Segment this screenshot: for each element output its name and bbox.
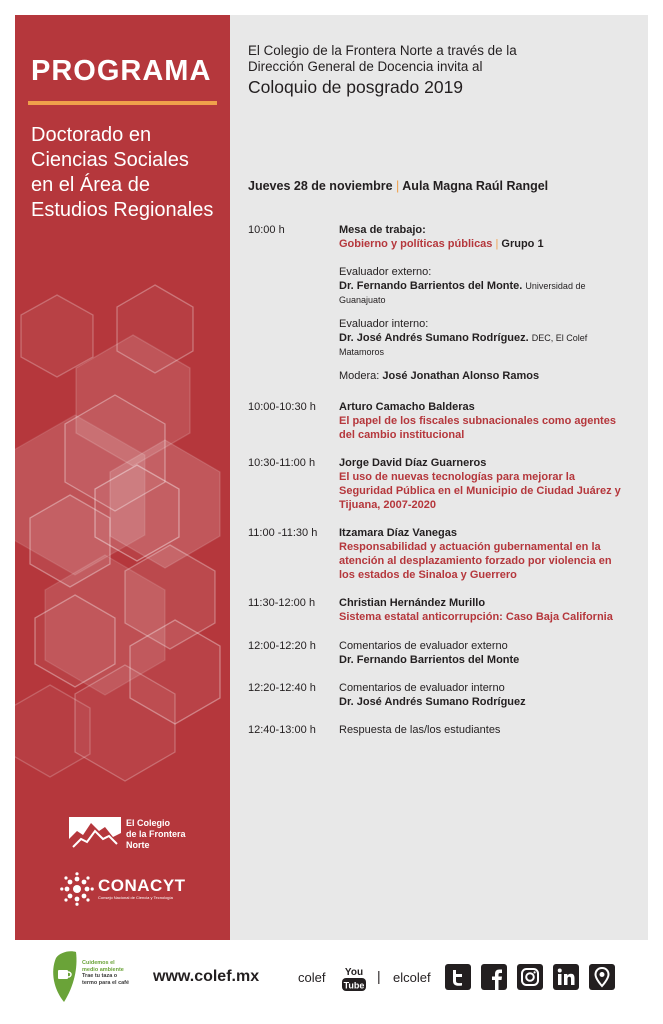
presenter-name: Jorge David Díaz Guarneros (339, 457, 487, 469)
schedule-time: 10:00 h (248, 224, 285, 236)
leaf-icon (50, 950, 78, 1002)
date-venue-heading: Jueves 28 de noviembre | Aula Magna Raúl Rangel (248, 179, 549, 193)
presentation-title: El uso de nuevas tecnologías para mejorar la Seguridad Pública en el Municipio de Ciudad Juárez y Tijuana, 2007-2020 (339, 471, 621, 511)
presenter-name: Itzamara Díaz Vanegas (339, 527, 458, 539)
schedule-time: 10:00-10:30 h (248, 401, 316, 413)
event-venue: Aula Magna Raúl Rangel (402, 179, 549, 193)
program-title: PROGRAMA (31, 55, 212, 87)
svg-text:Tube: Tube (343, 980, 365, 991)
schedule-time: 11:00 -11:30 h (248, 527, 318, 539)
eco-badge: Cuidemos el medio ambiente Trae tu taza o termo para el café (50, 950, 125, 1002)
poster-panel (15, 15, 648, 940)
facebook-icon[interactable] (481, 964, 507, 990)
footer-separator: | (377, 968, 381, 984)
event-date: Jueves 28 de noviembre (248, 179, 393, 193)
presentation-title: Sistema estatal anticorrupción: Caso Baja California (339, 611, 613, 623)
schedule-time: 12:40-13:00 h (248, 724, 316, 736)
presentation-title: El papel de los fiscales subnacionales como agentes del cambio institucional (339, 415, 616, 441)
schedule-time: 11:30-12:00 h (248, 597, 316, 609)
social-handle: elcolef (393, 970, 431, 985)
youtube-icon[interactable] (341, 964, 367, 992)
conacyt-logo (60, 872, 186, 906)
schedule-time: 10:30-11:00 h (248, 457, 316, 469)
location-pin-icon[interactable] (589, 964, 615, 990)
hexagon-pattern (15, 265, 230, 785)
conacyt-subtitle: Consejo Nacional de Ciencia y Tecnología (98, 895, 173, 900)
schedule-time: 12:20-12:40 h (248, 682, 316, 694)
program-name: Doctorado en Ciencias Sociales en el Área de Estudios Regionales (31, 124, 214, 221)
twitter-icon[interactable] (445, 964, 471, 990)
youtube-handle: colef (298, 970, 326, 985)
event-title: Coloquio de posgrado 2019 (248, 77, 464, 97)
colef-logo: El Colegio de la Frontera Norte (69, 817, 196, 851)
invitation-text: El Colegio de la Frontera Norte a través de la Dirección General de Docencia invita al (248, 43, 517, 74)
svg-text:You: You (344, 967, 364, 978)
website-link[interactable]: www.colef.mx (153, 968, 260, 985)
instagram-icon[interactable] (517, 964, 543, 990)
conacyt-emblem-icon (60, 872, 94, 906)
program-content: El Colegio de la Frontera Norte a través de la Dirección General de Docencia invita al Coloquio de posgrado 2019 Jueves 28 de noviembre | Aula Magna Raúl Rangel 10:00 h Mesa de trabajo: Gobierno y políticas públicas | Grupo 1 Evaluador externo: Dr. Fernando Barrientos del Monte. Universidad de Guanajuato Evaluador interno: Dr. José Andrés Sumano Rodríguez. DEC, El Colef Matamoros Modera: José Jonathan Alonso Ramos 10:00-10:30 h Arturo Camacho Balderas El papel de los fiscales subnacionales como agentes del cambio institucional 10:30-11:00 h Jorge David Díaz Guarneros El uso de nuevas tecnologías para mejorar la Seguridad Pública en el Municipio de Ciudad Juárez y Tijuana, 2007-2020 11:00 -11:30 h Itzamara Díaz Vanegas Responsabilidad y actuación gubernamental en la atención al desplazamiento forzado por violencia en los estados de Sinaloa y Guerrero 11:30-12:00 h Christian Hernández Murillo Sistema estatal anticorrupción: Caso Baja California 12:00-12:20 h Comentarios de evaluador externo Dr. Fernando Barrientos del Monte 12:20-12:40 h Comentarios de evaluador interno Dr. José Andrés Sumano Rodríguez 12:40-13:00 h Respuesta de las/los estudiantes (248, 43, 643, 98)
schedule-time: 12:00-12:20 h (248, 640, 316, 652)
sidebar (15, 15, 230, 940)
linkedin-icon[interactable] (553, 964, 579, 990)
footer (0, 940, 663, 1024)
conacyt-name: CONACYT (98, 876, 186, 895)
title-divider (28, 101, 217, 105)
presenter-name: Arturo Camacho Balderas (339, 401, 475, 413)
colef-mountain-icon (69, 817, 121, 851)
presenter-name: Christian Hernández Murillo (339, 597, 486, 609)
presentation-title: Responsabilidad y actuación gubernamental en la atención al desplazamiento forzado por violencia en los estados de Sinaloa y Guerrero (339, 541, 612, 581)
